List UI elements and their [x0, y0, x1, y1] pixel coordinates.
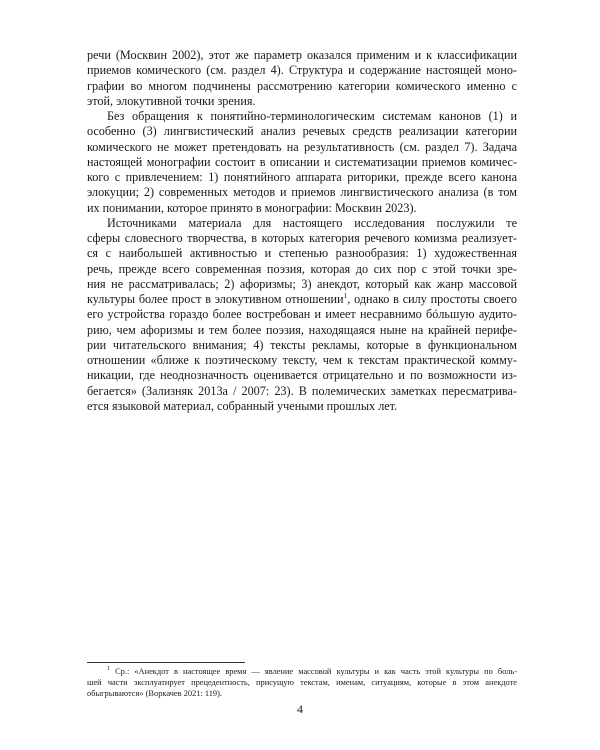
paragraph-1	[87, 48, 517, 109]
text-line: их понимании, которое принято в монографии: Москвин 2023).	[87, 200, 417, 215]
text-line: кого с привлечением: 1) понятийного аппарата риторики, прежде всего канона	[87, 170, 517, 184]
text-line: рию, чем афоризмы и тем более поэзия, находящаяся ныне на крайней перифе-	[87, 322, 517, 337]
text-line: настоящей монографии состоит в описании и систематизации приемов комичес-	[87, 154, 517, 169]
text-line: его устройства гораздо более востребован и имеет несравнимо бóльшую аудито-	[87, 307, 517, 322]
text-line: приемов комического (см. раздел 4). Структура и содержание настоящей моно-	[87, 63, 517, 78]
text-line-with-footnote-ref	[87, 292, 517, 307]
text-line: этой, элокутивной точки зрения.	[87, 93, 256, 108]
text-line: речи (Москвин 2002), этот же параметр оказался применим и к классификации	[87, 48, 517, 62]
text-line: сферы словесного творчества, в которых категория речевого комизма реализует-	[87, 231, 517, 245]
paragraph-2	[87, 109, 517, 216]
text-line: графии во многом подчинены рассмотрению категории комического именно с	[87, 78, 517, 93]
footnote-reference[interactable]: 1	[343, 290, 348, 300]
text-segment: Ср.: «Анекдот в настоящее время — явление массовой культуры и как часть этой культуры по боль-	[115, 667, 517, 676]
footnote-separator	[87, 662, 245, 663]
text-line: комического не может претендовать на результативность (см. раздел 7). Задача	[87, 139, 517, 154]
footnote-line: обыгрываются» (Воркачев 2021: 119).	[87, 689, 223, 698]
body-text	[87, 48, 517, 414]
page-number: 4	[297, 702, 303, 716]
text-line: Без обращения к понятийно-терминологическим системам канонов (1) и	[107, 109, 517, 123]
text-line: ся с наибольшей активностью и степенью разнообразия: 1) художественная	[87, 246, 517, 261]
text-line: рии читательского внимания; 4) тексты рекламы, которые в функциональном	[87, 337, 517, 352]
text-segment: культуры более прост в элокутивном отношении	[87, 292, 344, 306]
text-line: бегается» (Зализняк 2013а / 2007: 23). В полемических заметках пересматрива-	[87, 383, 517, 398]
footnote-marker: 1	[107, 666, 110, 673]
text-line: отношении «ближе к поэтическому тексту, чем к текстам практической комму-	[87, 353, 517, 367]
text-line: речь, прежде всего современная поэзия, которая до сих пор с этой точки зре-	[87, 261, 517, 276]
text-line: Источниками материала для настоящего исследования послужили те	[107, 215, 517, 230]
text-line: ется языковой материал, собранный учеными прошлых лет.	[87, 398, 398, 413]
footnote	[87, 666, 517, 699]
footnote-line: шей части эксплуатирует прецедентность, присущую текстам, именам, ситуациям, которые в этом анекдоте	[87, 678, 517, 687]
footnote-line	[87, 666, 517, 677]
paragraph-3	[87, 216, 517, 414]
text-line: особенно (3) лингвистический анализ речевых средств реализации категории	[87, 124, 517, 139]
text-segment: , однако в силу простоты своего	[347, 292, 517, 306]
text-line: элокуции; 2) современных методов и приемов лингвистического анализа (в том	[87, 185, 517, 200]
text-line: ния не рассматривалась; 2) афоризмы; 3) анекдот, который как жанр массовой	[87, 276, 517, 291]
text-line: никации, где неоднозначность оценивается отрицательно и по возможности из-	[87, 368, 517, 383]
